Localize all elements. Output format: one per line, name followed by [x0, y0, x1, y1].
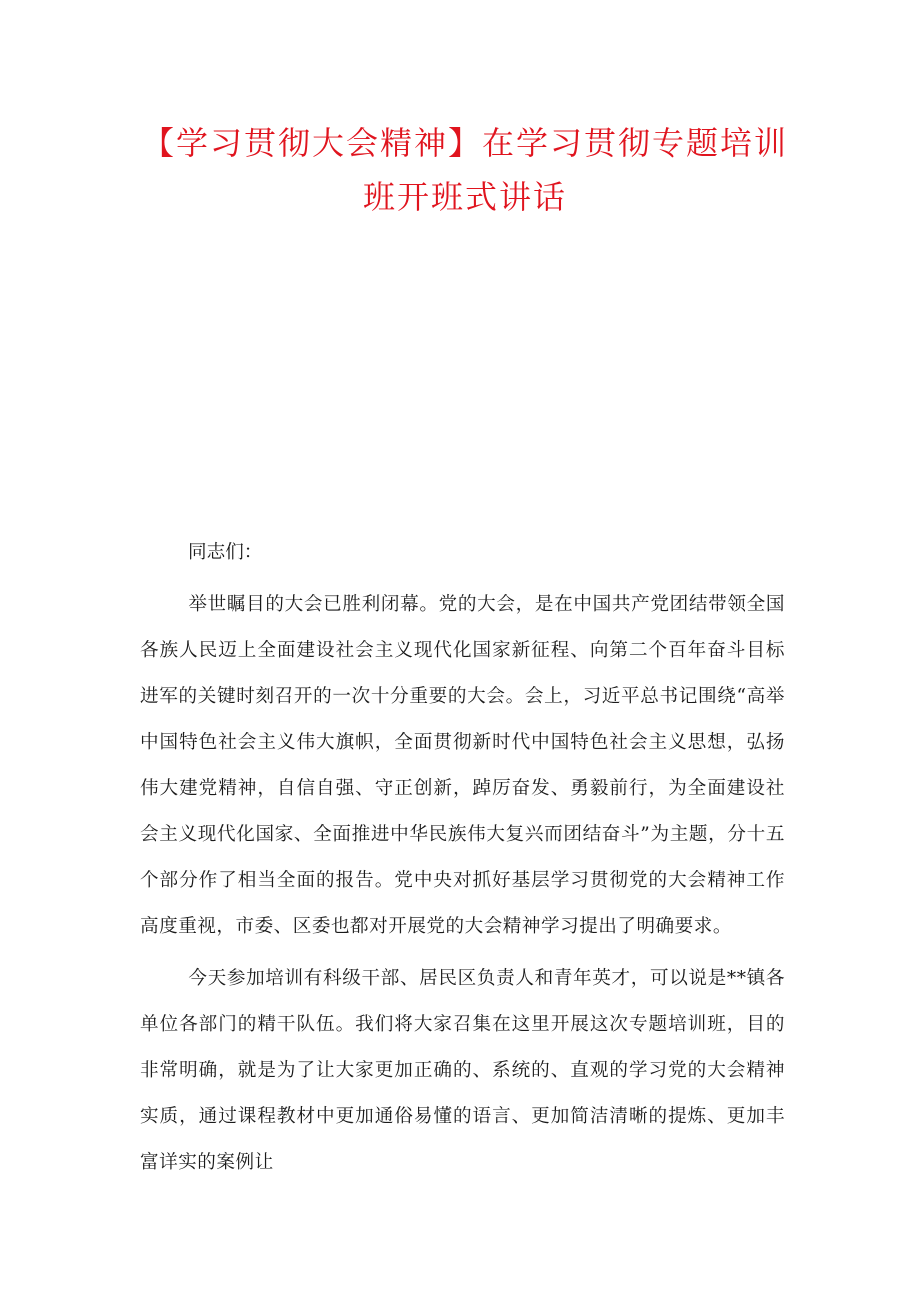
document-title [140, 116, 790, 224]
paragraph-1: 举世瞩目的大会已胜利闭幕。党的大会，是在中国共产党团结带领全国各族人民迈上全面建设社会主义现代化国家新征程、向第二个百年奋斗目标进军的关键时刻召开的一次十分重要的大会。会上，习近平总书记围绕“高举中国特色社会主义伟大旗帜，全面贯彻新时代中国特色社会主义思想，弘扬伟大建党精神，自信自强、守正创新，踔厉奋发、勇毅前行，为全面建设社会主义现代化国家、全面推进中华民族伟大复兴而团结奋斗”为主题，分十五个部分作了相当全面的报告。党中央对抓好基层学习贯彻党的大会精神工作高度重视，市委、区委也都对开展党的大会精神学习提出了明确要求。 [140, 594, 785, 937]
paragraph-2: 今天参加培训有科级干部、居民区负责人和青年英才，可以说是**镇各单位各部门的精干队伍。我们将大家召集在这里开展这次专题培训班，目的非常明确，就是为了让大家更加正确的、系统的、直观的学习党的大会精神实质，通过课程教材中更加通俗易懂的语言、更加简洁清晰的提炼、更加丰富详实的案例让 [140, 968, 785, 1173]
document-body [140, 530, 785, 1186]
greeting: 同志们： [188, 542, 263, 563]
title-line-2: 班开班式讲话 [362, 178, 567, 216]
title-line-1: 【学习贯彻大会精神】在学习贯彻专题培训 [141, 124, 788, 162]
